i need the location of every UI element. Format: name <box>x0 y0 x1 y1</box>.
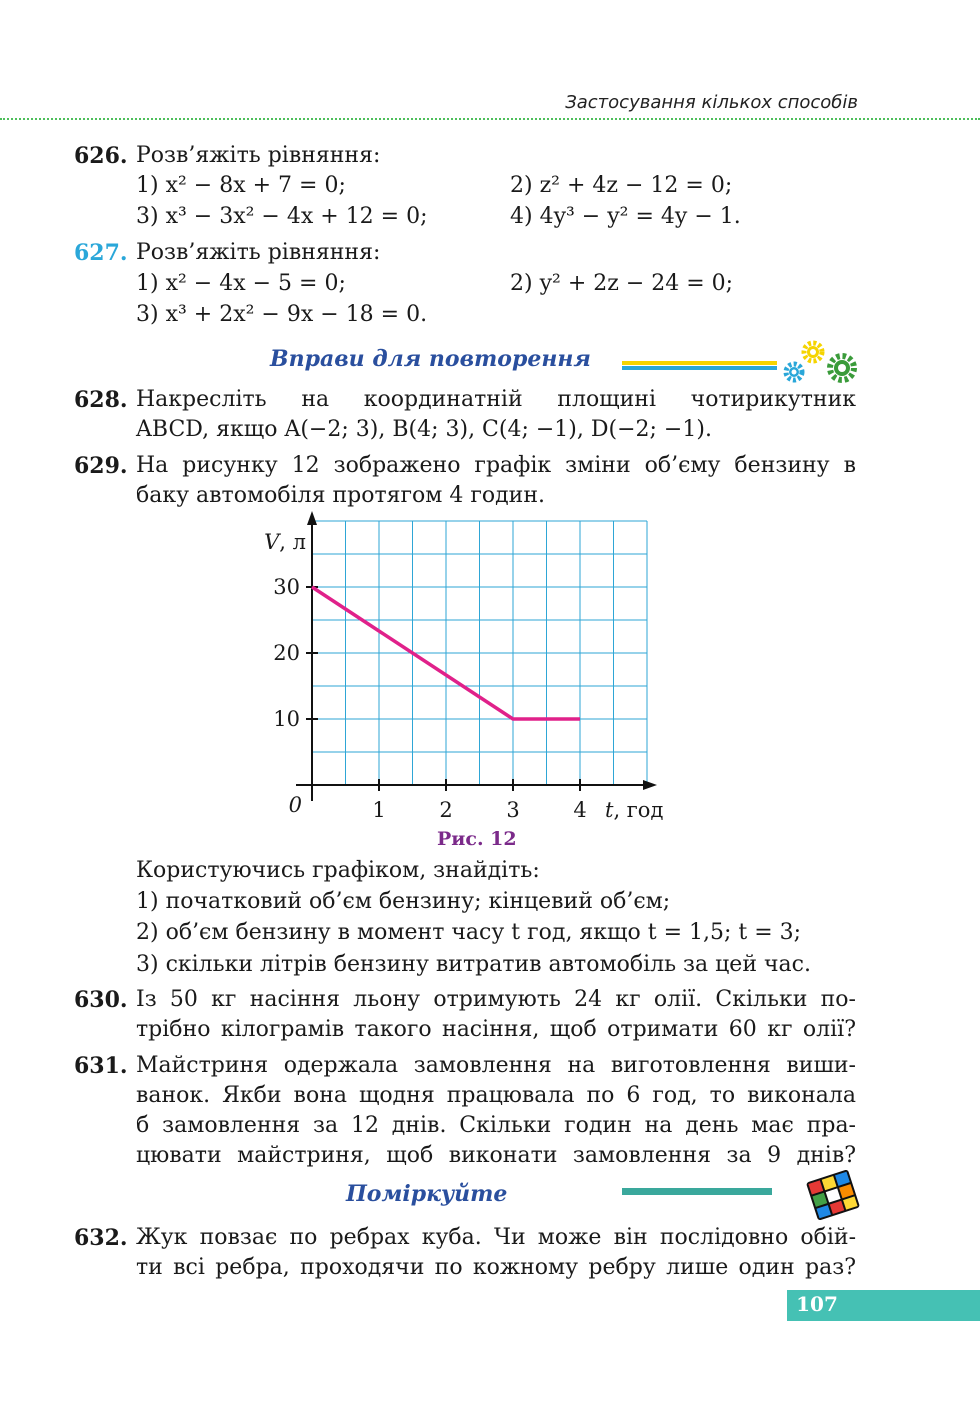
page-number: 107 <box>796 1292 838 1316</box>
chart-grid <box>312 521 647 785</box>
y-axis-label: V, л <box>264 530 306 554</box>
fuel-volume-chart <box>250 510 690 830</box>
chart-ticks <box>306 587 580 791</box>
ribbon-yellow <box>622 361 777 365</box>
chart-labels <box>264 530 663 822</box>
problem-629-number: 629. <box>74 453 128 479</box>
problem-631-line4: цювати майстриня, щоб виконати замовлення за 9 днів? <box>136 1143 856 1168</box>
gears-decoration <box>620 338 860 386</box>
problem-628-line2: ABCD, якщо A(−2; 3), B(4; 3), C(4; −1), D(−2; −1). <box>136 417 712 442</box>
problem-628-number: 628. <box>74 387 128 413</box>
problem-629-q0: Користуючись графіком, знайдіть: <box>136 858 540 883</box>
ribbon-blue <box>622 366 777 370</box>
problem-629-q2: 2) об’єм бензину в момент часу t год, якщо t = 1,5; t = 3; <box>136 920 802 945</box>
problem-632-line1: Жук повзає по ребрах куба. Чи може він послідовно обій- <box>136 1225 856 1250</box>
figure-caption: Рис. 12 <box>437 828 517 850</box>
problem-627-eq2: 2) y² + 2z − 24 = 0; <box>510 271 734 296</box>
problem-632-line2: ти всі ребра, проходячи по кожному ребру лише один раз? <box>136 1255 856 1280</box>
gear-icon <box>830 356 854 380</box>
problem-626-title: Розв’яжіть рівняння: <box>136 143 381 168</box>
problem-629-q1: 1) початковий об’єм бензину; кінцевий об’єм; <box>136 889 671 914</box>
y-tick-label: 10 <box>273 707 300 731</box>
problem-630-line1: Із 50 кг насіння льону отримують 24 кг олії. Скільки по- <box>136 987 856 1012</box>
problem-627-eq3: 3) x³ + 2x² − 9x − 18 = 0. <box>136 302 428 327</box>
problem-629-q3: 3) скільки літрів бензину витратив автомобіль за цей час. <box>136 952 811 977</box>
y-axis-arrow <box>307 511 317 525</box>
problem-626-eq4: 4) 4y³ − y² = 4y − 1. <box>510 204 741 229</box>
gear-icon <box>786 364 802 380</box>
problem-626-number: 626. <box>74 143 128 169</box>
section-ribbon <box>622 1188 772 1195</box>
problem-628-line1: Накресліть на координатній площині чотирикутник <box>136 387 856 412</box>
problem-631-line1: Майстриня одержала замовлення на виготовлення виши- <box>136 1053 856 1078</box>
problem-626-eq2: 2) z² + 4z − 12 = 0; <box>510 173 733 198</box>
x-tick-label: 2 <box>439 798 453 822</box>
gear-icon <box>804 343 822 361</box>
section-title-think: Поміркуйте <box>346 1181 508 1207</box>
header-divider <box>0 118 980 120</box>
rubiks-cube-icon <box>806 1170 860 1220</box>
problem-627-number: 627. <box>74 240 128 266</box>
problem-626-eq1: 1) x² − 8x + 7 = 0; <box>136 173 346 198</box>
x-tick-label: 3 <box>506 798 520 822</box>
x-axis-label: t, год <box>605 798 664 822</box>
origin-label: 0 <box>288 793 302 817</box>
problem-627-eq1: 1) x² − 4x − 5 = 0; <box>136 271 346 296</box>
problem-629-line1: На рисунку 12 зображено графік зміни об’єму бензину в <box>136 453 856 478</box>
section-title-review: Вправи для повторення <box>270 346 591 372</box>
x-tick-label: 1 <box>372 798 386 822</box>
problem-631-number: 631. <box>74 1053 128 1079</box>
running-header: Застосування кількох способів <box>565 92 858 113</box>
problem-632-number: 632. <box>74 1225 128 1251</box>
y-tick-label: 20 <box>273 641 300 665</box>
x-axis-arrow <box>643 780 657 790</box>
problem-629-line2: баку автомобіля протягом 4 годин. <box>136 483 545 508</box>
problem-627-title: Розв’яжіть рівняння: <box>136 240 381 265</box>
problem-630-line2: трібно кілограмів такого насіння, щоб отримати 60 кг олії? <box>136 1017 856 1042</box>
problem-631-line3: б замовлення за 12 днів. Скільки годин на день має пра- <box>136 1113 856 1138</box>
y-tick-label: 30 <box>273 575 300 599</box>
problem-630-number: 630. <box>74 987 128 1013</box>
x-tick-label: 4 <box>573 798 587 822</box>
problem-631-line2: ванок. Якби вона щодня працювала по 6 год, то виконала <box>136 1083 856 1108</box>
problem-626-eq3: 3) x³ − 3x² − 4x + 12 = 0; <box>136 204 428 229</box>
